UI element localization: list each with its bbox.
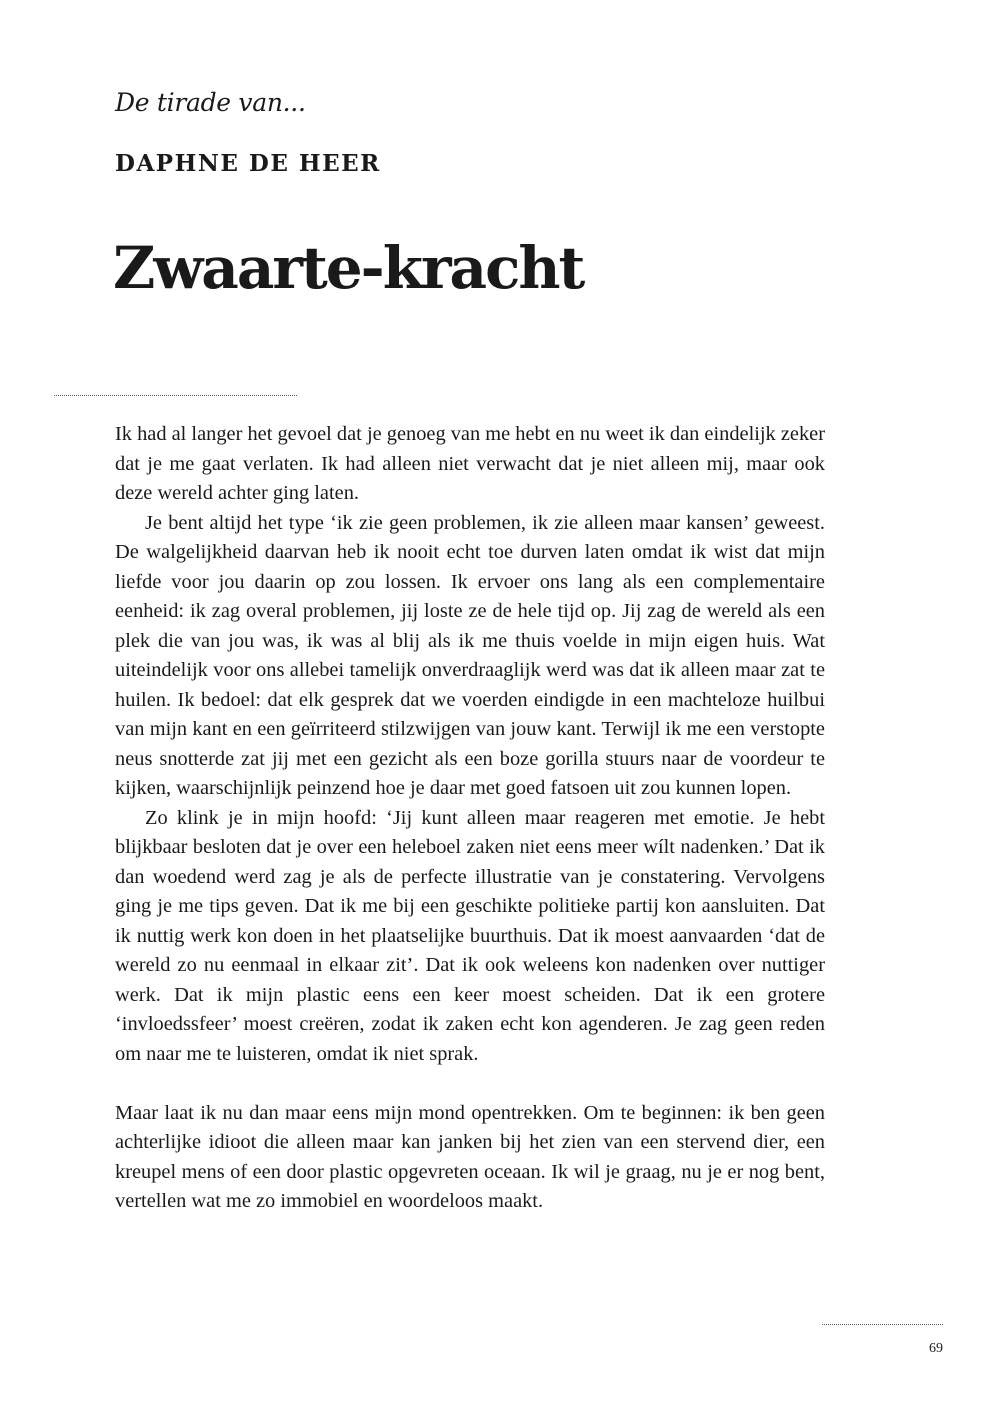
author-name: DAPHNE DE HEER [115, 150, 381, 177]
article-title: Zwaarte-kracht [113, 234, 584, 302]
dotted-rule-bottom [822, 1324, 943, 1325]
body-paragraph: Je bent altijd het type ‘ik zie geen problemen, ik zie alleen maar kansen’ geweest. De walgelijkheid daarvan heb ik nooit echt toe durven laten omdat ik wist dat mijn liefde voor jou daarin op zou lossen. Ik ervoer ons lang als een complementaire eenheid: ik zag overal problemen, jij loste ze de hele tijd op. Jij zag de wereld als een plek die van jou was, ik was al blij als ik me thuis voelde in mijn eigen huis. Wat uiteindelijk voor ons allebei tamelijk onverdraaglijk werd was dat ik alleen maar zat te huilen. Ik bedoel: dat elk gesprek dat we voerden eindigde in een machteloze huilbui van mijn kant en een geïrriteerd stilzwijgen van jouw kant. Terwijl ik me een verstopte neus snotterde zat jij met een gezicht als een boze gorilla stuurs naar de voordeur te kijken, waarschijnlijk peinzend hoe je daar met goed fatsoen uit zou kunnen lopen. [115, 511, 825, 799]
series-kicker: De tirade van... [115, 88, 306, 117]
body-paragraph: Ik had al langer het gevoel dat je genoeg van me hebt en nu weet ik dan eindelijk zeker dat je me gaat verlaten. Ik had alleen niet verwacht dat je niet alleen mij, maar ook deze wereld achter ging laten. [115, 423, 825, 504]
body-paragraph: Maar laat ik nu dan maar eens mijn mond opentrekken. Om te beginnen: ik ben geen achterlijke idioot die alleen maar kan janken bij het zien van een stervend dier, een kreupel mens of een door plastic opgevreten oceaan. Ik wil je graag, nu je er nog bent, vertellen wat me zo immobiel en woordeloos maakt. [115, 1101, 825, 1212]
body-paragraph: Zo klink je in mijn hoofd: ‘Jij kunt alleen maar reageren met emotie. Je hebt blijkbaar besloten dat je over een heleboel zaken niet eens meer wílt nadenken.’ Dat ik dan woedend werd zag je als de perfecte illustratie van je constatering. Vervolgens ging je me tips geven. Dat ik me bij een geschikte politieke partij kon aansluiten. Dat ik nuttig werk kon doen in het plaatselijke buurthuis. Dat ik moest aanvaarden ‘dat de wereld zo nu eenmaal in elkaar zit’. Dat ik ook weleens kon nadenken over nuttiger werk. Dat ik mijn plastic eens een keer moest scheiden. Dat ik een grotere ‘invloedssfeer’ moest creëren, zodat ik zaken echt kon agenderen. Je zag geen reden om naar me te luisteren, omdat ik niet sprak. [115, 806, 825, 1065]
dotted-rule-top [54, 395, 297, 396]
page-number: 69 [929, 1341, 943, 1356]
article-body [115, 420, 825, 1217]
